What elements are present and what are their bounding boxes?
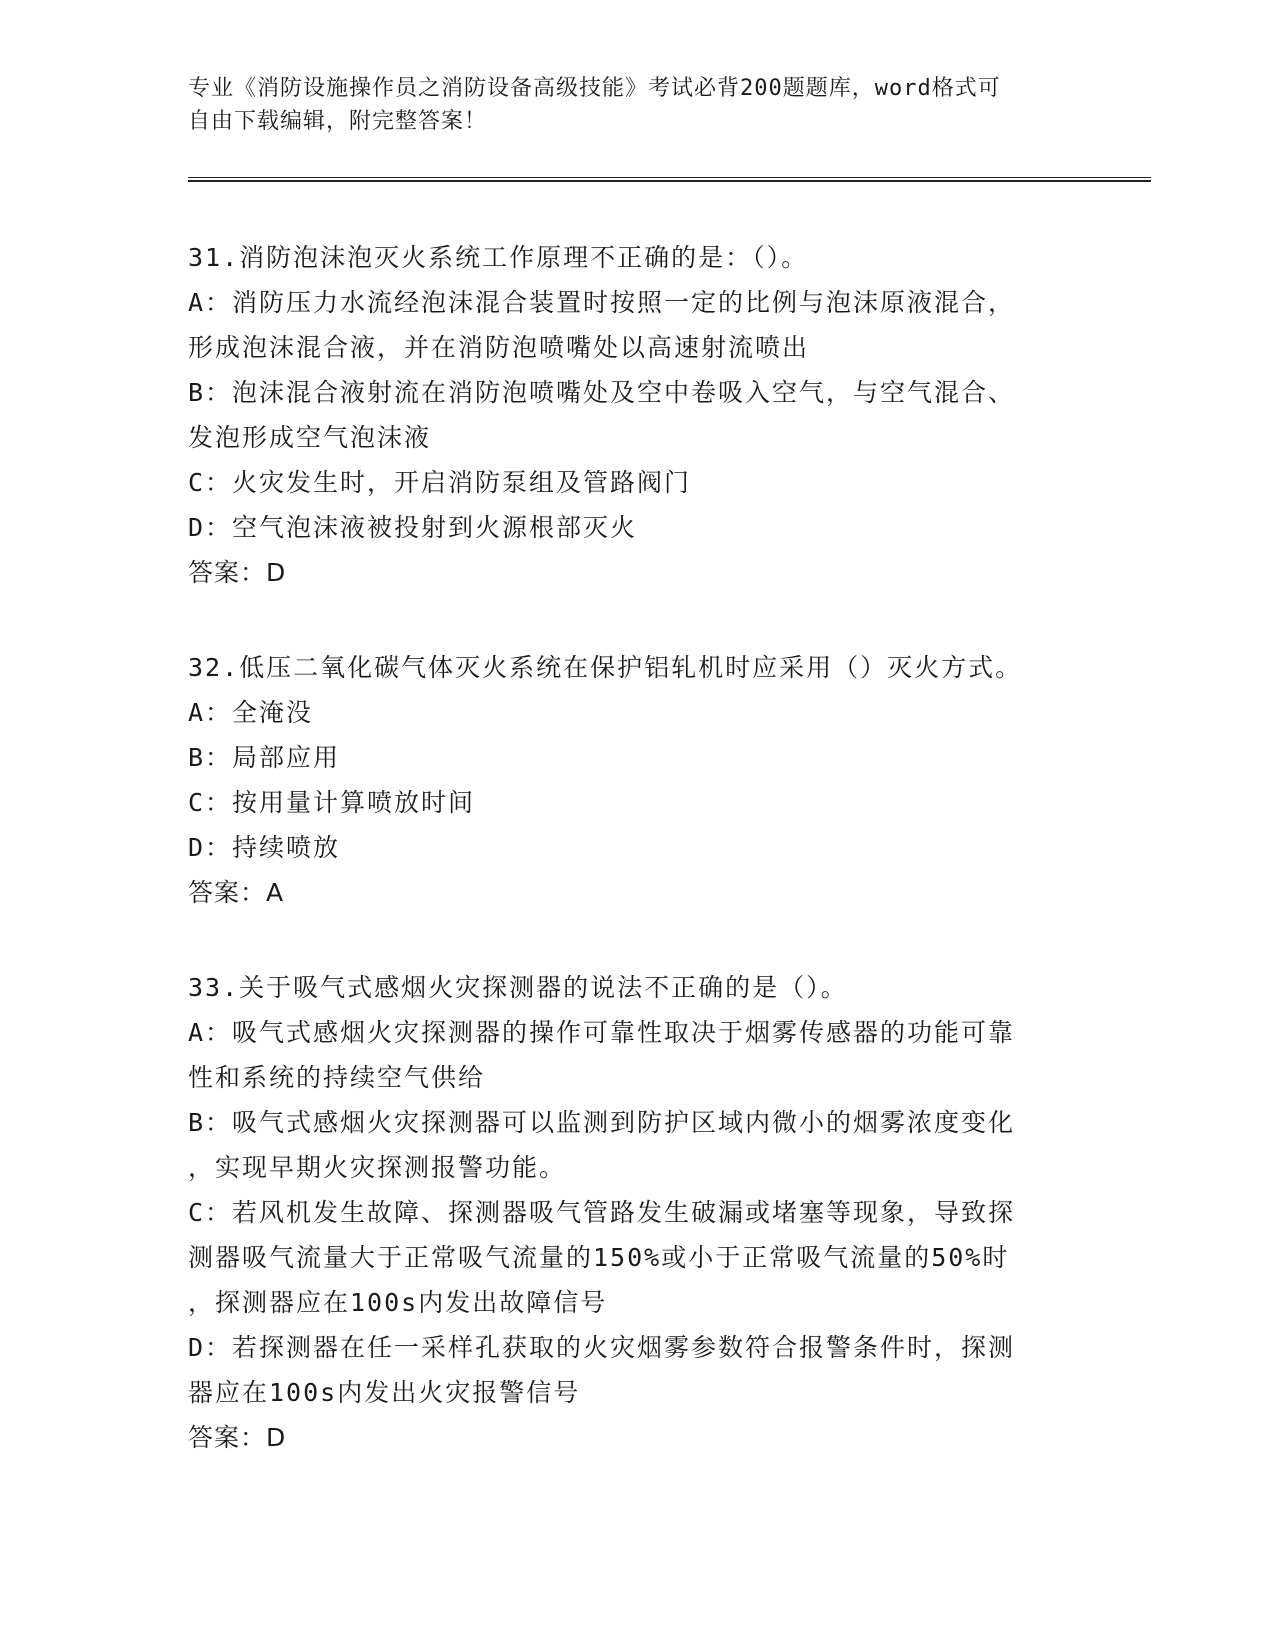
option-line: C：火灾发生时，开启消防泵组及管路阀门: [188, 468, 692, 497]
document-header: [188, 72, 1088, 138]
option-line: ，实现早期火灾探测报警功能。: [188, 1153, 567, 1182]
option-line: B：局部应用: [188, 743, 341, 772]
option-line: 发泡形成空气泡沫液: [188, 423, 432, 452]
question-block: [188, 645, 1088, 915]
option-line: A：消防压力水流经泡沫混合装置时按照一定的比例与泡沫原液混合，: [188, 288, 1016, 317]
option-line: B：吸气式感烟火灾探测器可以监测到防护区域内微小的烟雾浓度变化: [188, 1108, 1016, 1137]
option-line: A：吸气式感烟火灾探测器的操作可靠性取决于烟雾传感器的功能可靠: [188, 1018, 1016, 1047]
option-line: A：全淹没: [188, 698, 314, 727]
answer-line: 答案：D: [188, 558, 287, 587]
question-block: [188, 235, 1088, 595]
header-divider: [188, 177, 1151, 182]
option-line: 测器吸气流量大于正常吸气流量的150%或小于正常吸气流量的50%时: [188, 1243, 1010, 1272]
question-block: [188, 965, 1088, 1460]
option-line: 器应在100s内发出火灾报警信号: [188, 1378, 581, 1407]
answer-line: 答案：A: [188, 878, 285, 907]
option-line: 形成泡沫混合液，并在消防泡喷嘴处以高速射流喷出: [188, 333, 810, 362]
header-line-2: 自由下载编辑，附完整答案！: [188, 109, 488, 134]
option-line: C：按用量计算喷放时间: [188, 788, 476, 817]
option-line: C：若风机发生故障、探测器吸气管路发生破漏或堵塞等现象，导致探: [188, 1198, 1016, 1227]
header-line-1: 专业《消防设施操作员之消防设备高级技能》考试必背200题题库，word格式可: [188, 76, 1001, 101]
option-line: B：泡沫混合液射流在消防泡喷嘴处及空中卷吸入空气，与空气混合、: [188, 378, 1016, 407]
option-line: ，探测器应在100s内发出故障信号: [188, 1288, 608, 1317]
option-line: 性和系统的持续空气供给: [188, 1063, 486, 1092]
answer-line: 答案：D: [188, 1423, 287, 1452]
option-line: D：若探测器在任一采样孔获取的火灾烟雾参数符合报警条件时，探测: [188, 1333, 1016, 1362]
question-list: [188, 235, 1088, 1510]
option-line: D：空气泡沫液被投射到火源根部灭火: [188, 513, 638, 542]
option-line: D：持续喷放: [188, 833, 341, 862]
question-stem: 32.低压二氧化碳气体灭火系统在保护铝轧机时应采用（）灭火方式。: [188, 653, 1023, 682]
question-stem: 33.关于吸气式感烟火灾探测器的说法不正确的是（）。: [188, 973, 848, 1002]
question-stem: 31.消防泡沫泡灭火系统工作原理不正确的是：（）。: [188, 243, 809, 272]
